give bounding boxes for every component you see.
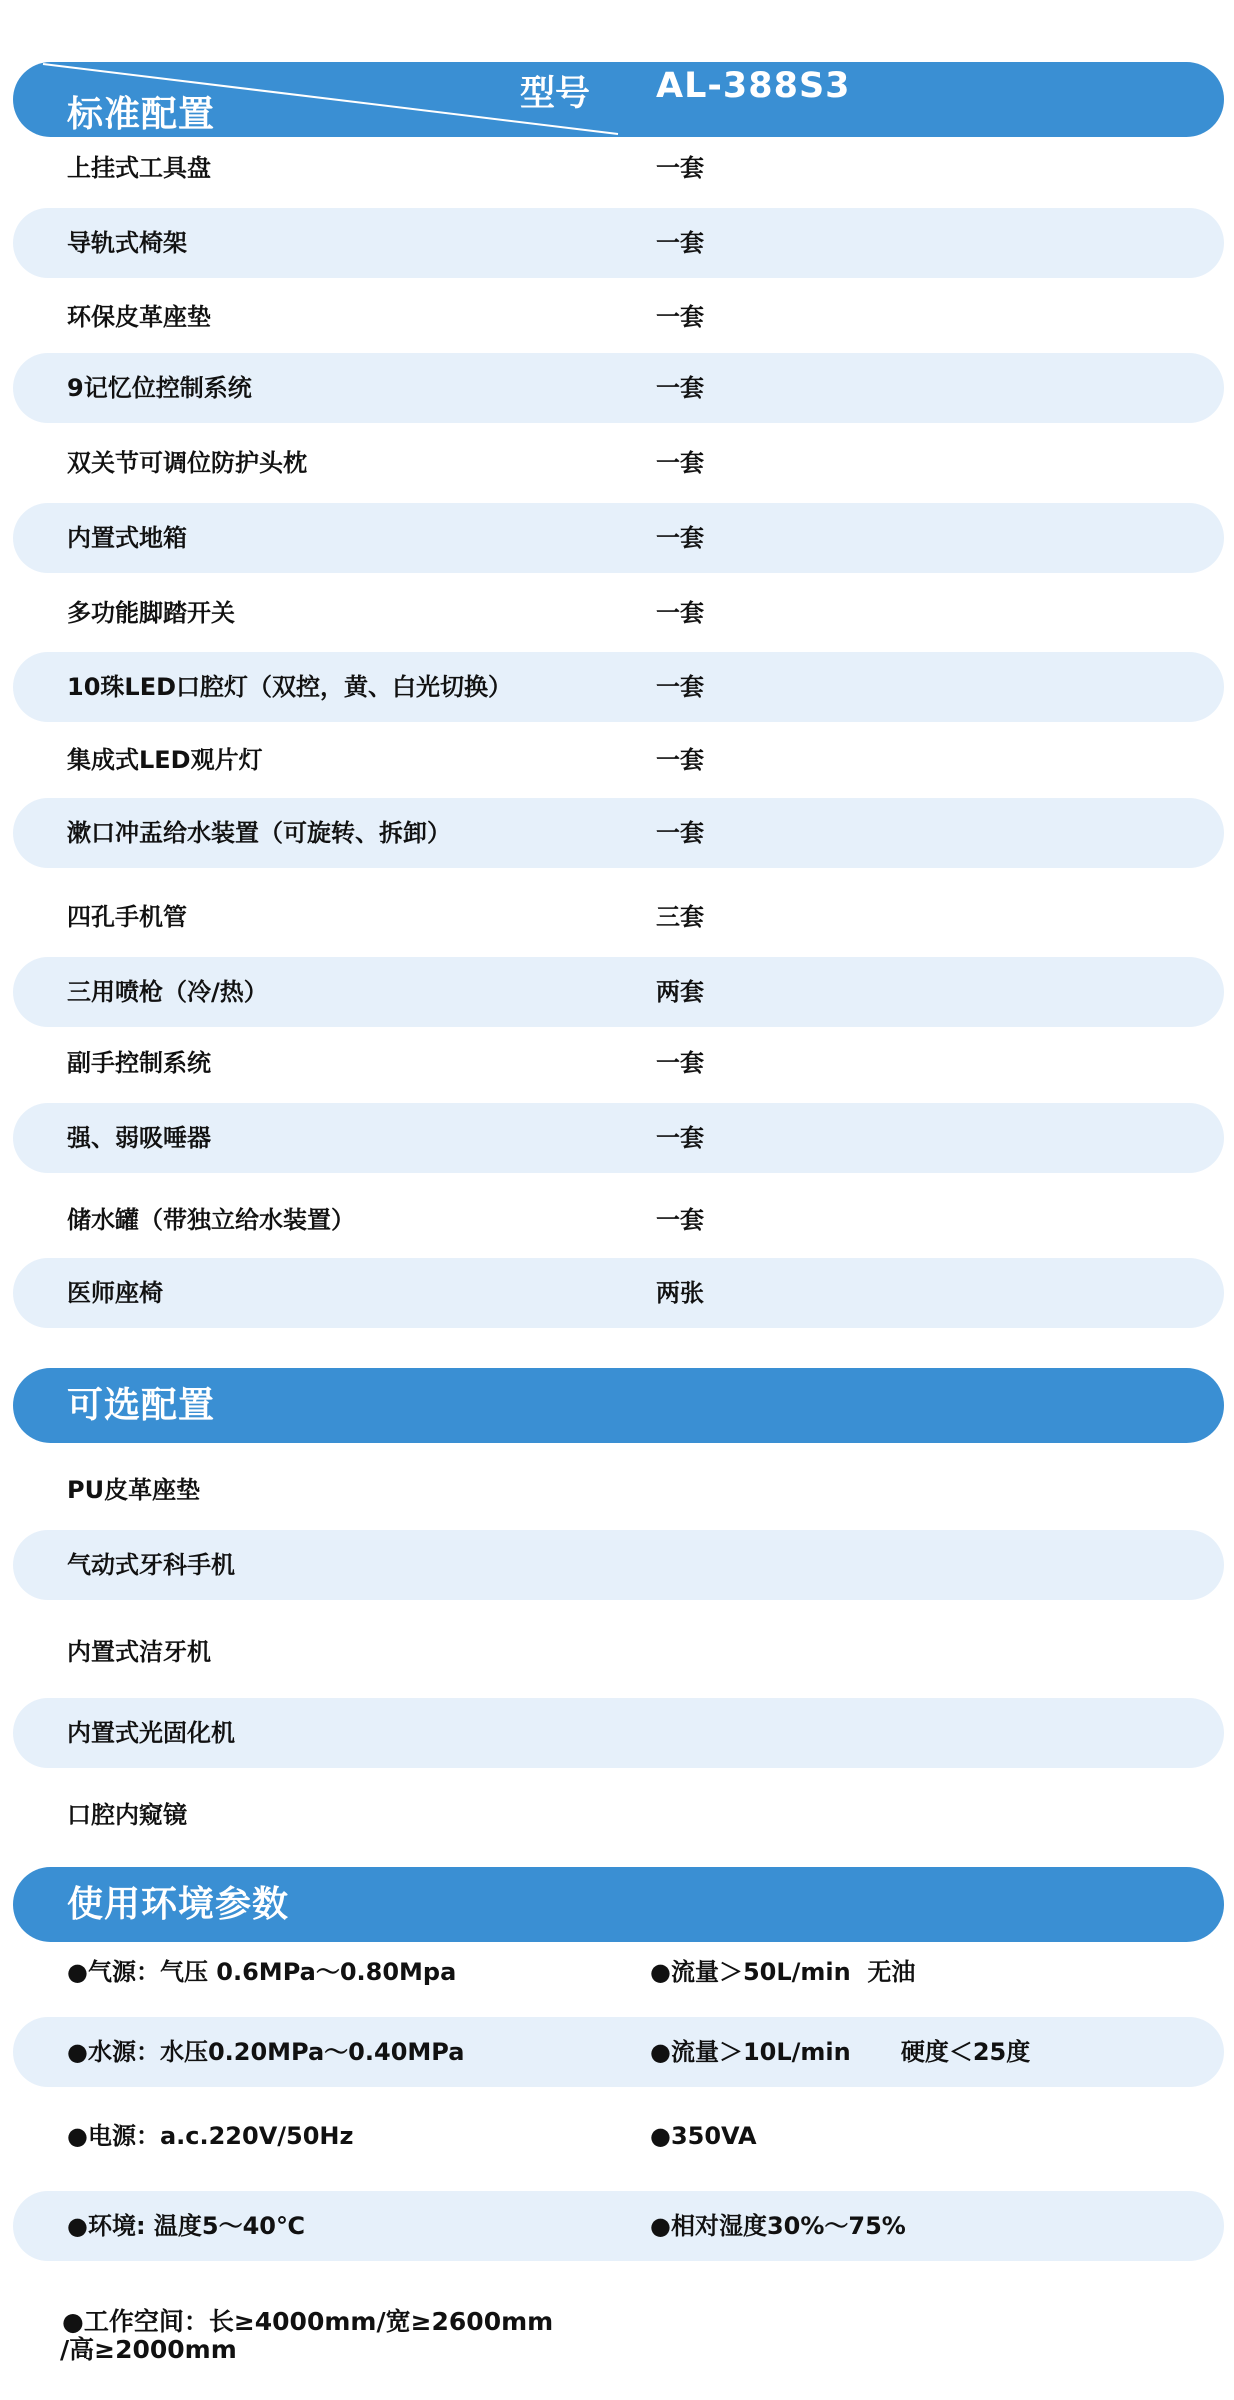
item-name: 多功能脚踏开关	[67, 599, 235, 627]
standard-config-header	[13, 62, 1224, 137]
item-qty: 一套	[656, 1049, 704, 1077]
item-name: 9记忆位控制系统	[67, 374, 252, 402]
item-name: 内置式地箱	[67, 524, 187, 552]
workspace-line-1: ●工作空间：长≥4000mm/宽≥2600mm	[62, 2307, 554, 2336]
item-qty: 一套	[656, 599, 704, 627]
item-name: 储水罐（带独立给水装置）	[67, 1206, 355, 1234]
item-name: 强、弱吸唾器	[67, 1124, 211, 1152]
item-name: 口腔内窥镜	[67, 1801, 187, 1829]
item-qty: 两套	[656, 978, 704, 1006]
standard-item-row	[13, 957, 1224, 1027]
item-qty: 三套	[656, 903, 704, 931]
standard-item-row	[13, 503, 1224, 573]
environment-left: ●水源：水压0.20MPa～0.40MPa	[67, 2038, 465, 2066]
standard-item-row	[13, 1185, 1224, 1255]
item-name: 内置式洁牙机	[67, 1638, 211, 1666]
item-qty: 一套	[656, 154, 704, 182]
standard-config-title: 标准配置	[67, 94, 216, 135]
item-name: 漱口冲盂给水装置（可旋转、拆卸）	[67, 819, 451, 847]
item-name: 双关节可调位防护头枕	[67, 449, 307, 477]
standard-item-row	[13, 578, 1224, 648]
item-qty: 一套	[656, 449, 704, 477]
environment-right: ●流量＞50L/min 无油	[650, 1958, 916, 1986]
item-qty: 两张	[656, 1279, 704, 1307]
optional-item-row	[13, 1780, 1224, 1850]
item-qty: 一套	[656, 673, 704, 701]
item-name: 10珠LED口腔灯（双控，黄、白光切换）	[67, 673, 513, 701]
item-qty: 一套	[656, 524, 704, 552]
environment-right: ●流量＞10L/min 硬度＜25度	[650, 2038, 1031, 2066]
item-qty: 一套	[656, 1124, 704, 1152]
optional-item-row	[13, 1530, 1224, 1600]
workspace-line-2: /高≥2000mm	[60, 2335, 237, 2364]
model-label: 型号	[520, 74, 591, 114]
item-name: 导轨式椅架	[67, 229, 187, 257]
standard-item-row	[13, 428, 1224, 498]
environment-left: ●气源：气压 0.6MPa～0.80Mpa	[67, 1958, 457, 1986]
standard-item-row	[13, 1258, 1224, 1328]
environment-row	[13, 1937, 1224, 2007]
item-name: 上挂式工具盘	[67, 154, 211, 182]
model-value: AL-388S3	[656, 66, 851, 106]
item-name: 集成式LED观片灯	[67, 746, 263, 774]
item-name: 副手控制系统	[67, 1049, 211, 1077]
environment-right: ●350VA	[650, 2122, 757, 2150]
item-name: 环保皮革座垫	[67, 303, 211, 331]
environment-left: ●环境: 温度5～40℃	[67, 2212, 306, 2240]
standard-item-row	[13, 725, 1224, 795]
item-name: 四孔手机管	[67, 903, 187, 931]
item-name: 三用喷枪（冷/热）	[67, 978, 268, 1006]
optional-config-title: 可选配置	[67, 1385, 216, 1426]
environment-right: ●相对湿度30%～75%	[650, 2212, 906, 2240]
environment-row	[13, 2101, 1224, 2171]
item-name: 内置式光固化机	[67, 1719, 235, 1747]
standard-item-row	[13, 353, 1224, 423]
standard-item-row	[13, 1103, 1224, 1173]
item-name: 气动式牙科手机	[67, 1551, 235, 1579]
standard-item-row	[13, 282, 1224, 352]
optional-config-header	[13, 1368, 1224, 1443]
item-qty: 一套	[656, 1206, 704, 1234]
environment-left: ●电源：a.c.220V/50Hz	[67, 2122, 354, 2150]
standard-item-row	[13, 798, 1224, 868]
environment-row	[13, 2191, 1224, 2261]
workspace-spec	[62, 2308, 622, 2364]
environment-header	[13, 1867, 1224, 1942]
item-qty: 一套	[656, 229, 704, 257]
item-name: PU皮革座垫	[67, 1476, 201, 1504]
standard-item-row	[13, 133, 1224, 203]
item-qty: 一套	[656, 374, 704, 402]
item-qty: 一套	[656, 819, 704, 847]
item-name: 医师座椅	[67, 1279, 163, 1307]
standard-item-row	[13, 882, 1224, 952]
environment-row	[13, 2017, 1224, 2087]
optional-item-row	[13, 1698, 1224, 1768]
item-qty: 一套	[656, 303, 704, 331]
optional-item-row	[13, 1617, 1224, 1687]
standard-item-row	[13, 208, 1224, 278]
standard-item-row	[13, 1028, 1224, 1098]
environment-title: 使用环境参数	[67, 1884, 290, 1925]
optional-item-row	[13, 1455, 1224, 1525]
standard-item-row	[13, 652, 1224, 722]
item-qty: 一套	[656, 746, 704, 774]
